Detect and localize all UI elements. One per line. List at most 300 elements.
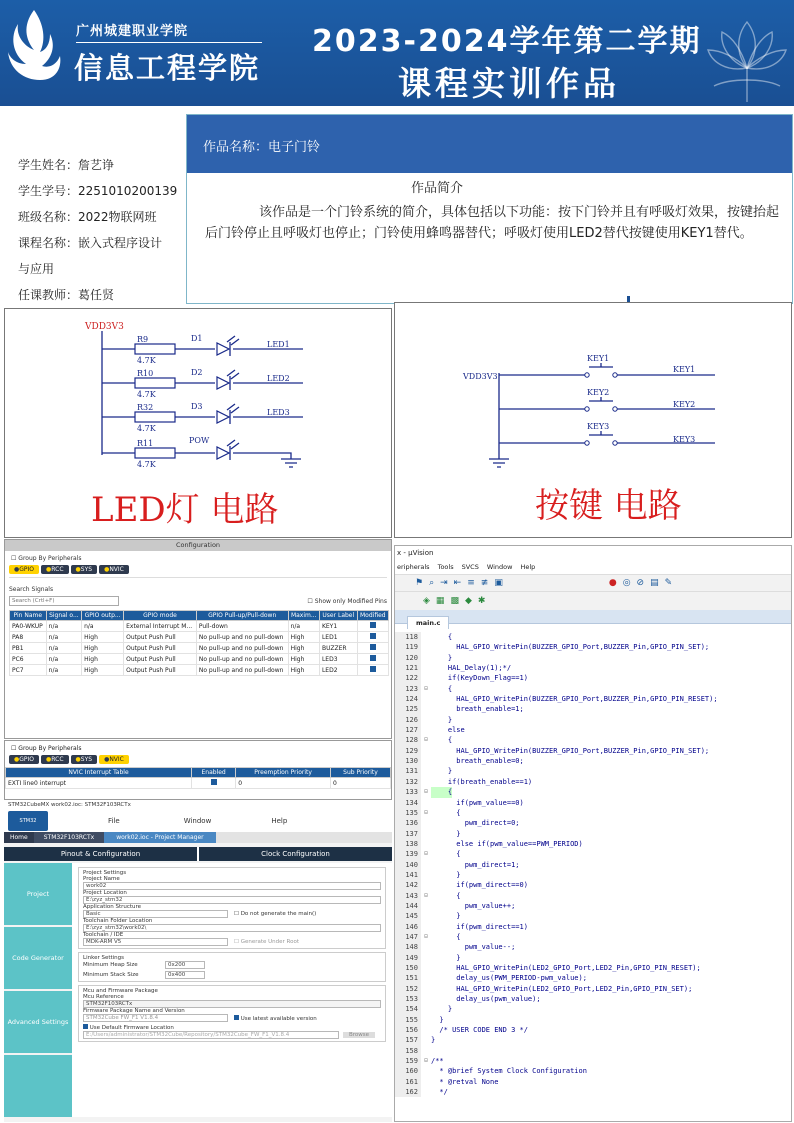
code-line[interactable] [395,818,792,828]
toolbar-2 [395,592,791,610]
code-line[interactable] [395,1087,792,1097]
code-line[interactable] [395,756,792,766]
fold-icon[interactable] [421,973,431,983]
tab-gpio[interactable]: ● GPIO [9,755,39,764]
resistor-value: 4.7K [137,424,156,433]
line-number: 146 [395,922,421,932]
window-icon[interactable]: ▤ [650,578,659,588]
code-line[interactable] [395,787,792,797]
code-text: if(pwm_value==0) [431,798,524,807]
code-line[interactable] [395,1046,792,1056]
menu-svcs[interactable]: SVCS [461,563,479,571]
code-line[interactable] [395,942,792,952]
code-text: pwm_value++; [431,901,516,910]
code-line[interactable] [395,849,792,859]
code-line[interactable] [395,953,792,963]
tab-gpio[interactable]: ● GPIO [9,565,39,574]
code-line[interactable] [395,642,792,652]
fold-icon[interactable] [421,715,431,725]
line-number: 126 [395,715,421,725]
fold-icon[interactable] [421,1015,431,1025]
table-row[interactable] [10,643,389,654]
stack-field[interactable]: 0x400 [165,971,205,979]
code-line[interactable] [395,963,792,973]
fold-icon[interactable]: ⊟ [424,891,428,899]
code-line[interactable] [395,1015,792,1025]
code-text: } [431,1036,436,1045]
col-header[interactable]: Modified [357,611,388,621]
code-line[interactable] [395,901,792,911]
fold-icon[interactable]: ⊟ [424,684,428,692]
fold-icon[interactable] [421,777,431,787]
modified-cell[interactable] [357,643,388,654]
code-text: * @retval None [431,1077,499,1086]
cell: High [288,632,319,643]
cell: n/a [46,621,81,632]
code-line[interactable] [395,973,792,983]
modified-cell[interactable] [357,654,388,665]
modified-cell[interactable] [357,665,388,676]
teacher-name: 任课教师：葛任贤 [18,288,115,302]
line-number: 145 [395,911,421,921]
code-line[interactable] [395,880,792,890]
code-line[interactable] [395,663,792,673]
code-line[interactable] [395,694,792,704]
modified-checkbox[interactable] [370,666,376,672]
key-row [499,354,715,377]
code-text: HAL_GPIO_WritePin(LED2_GPIO_Port,LED2_Pin,GPIO_PIN_RESET); [431,964,701,972]
code-text: { [431,808,461,817]
fw-path-field[interactable]: E:/Users/administrator/STM32Cube/Repository/STM32Cube_FW_F1_V1.8.4 [83,1031,339,1039]
side-blank [4,1055,72,1117]
line-number: 151 [395,973,421,983]
intro-body: 该作品是一个门铃系统的简介，具体包括以下功能：按下门铃并且有呼吸灯效果，按键抬起后门铃停止且呼吸灯也停止；门铃使用蜂鸣器替代；呼吸灯使用LED2替代按键使用KEY1替代。 [205,205,780,241]
table-row[interactable] [10,621,389,632]
search-input[interactable] [9,596,119,606]
line-number: 153 [395,994,421,1004]
fw-select[interactable]: STM32Cube FW_F1 V1.8.4 [83,1014,228,1022]
generate-root-checkbox[interactable]: ☐ Generate Under Root [234,939,299,945]
side-code-generator[interactable]: Code Generator [4,927,72,989]
modified-cell[interactable] [357,621,388,632]
table-row[interactable] [10,654,389,665]
col-header[interactable]: Sub Priority [330,768,390,778]
window-title: Configuration [5,540,391,551]
code-line[interactable] [395,735,792,745]
bookmark-icon[interactable]: ⚑ [415,578,424,588]
tab-rcc[interactable]: ● RCC [41,755,69,764]
net-label: LED2 [267,374,290,383]
code-line[interactable] [395,829,792,839]
kill-icon[interactable]: ⊘ [636,578,645,588]
key-circuit-schematic [395,303,791,537]
cell: PA0-WKUP [10,621,47,632]
code-line[interactable] [395,808,792,818]
cell: No pull-up and no pull-down [196,654,288,665]
led-row [102,436,301,469]
fold-icon[interactable] [421,818,431,828]
use-default-label: Use Default Firmware Location [89,1025,174,1031]
fold-icon[interactable] [421,653,431,663]
top-tabs [4,847,392,861]
toolchain-ide-select[interactable]: MDK-ARM V5 [83,938,228,946]
line-number: 120 [395,653,421,663]
cell: PB1 [10,643,47,654]
resistor-label: R9 [137,335,149,344]
breadcrumb [4,832,392,843]
fold-icon[interactable] [421,663,431,673]
line-number: 124 [395,694,421,704]
fold-icon[interactable] [421,901,431,911]
line-number: 129 [395,746,421,756]
line-number: 159 [395,1056,421,1066]
tab-sys[interactable]: ● SYS [71,565,98,574]
fold-icon[interactable] [421,766,431,776]
fold-icon[interactable] [421,746,431,756]
line-number: 122 [395,673,421,683]
key-row [499,388,715,411]
crumb-mcu[interactable]: STM32F103RCTx [34,832,104,843]
fold-icon[interactable] [421,632,431,642]
line-number: 140 [395,860,421,870]
toolbar-1 [395,574,791,592]
uncomment-icon[interactable]: ≢ [480,578,489,588]
menu-tools[interactable]: Tools [437,563,454,571]
comment-icon[interactable]: ≡ [467,578,475,588]
code-line[interactable] [395,932,792,942]
col-header[interactable]: Preemption Priority [236,768,331,778]
code-line[interactable] [395,1004,792,1014]
side-project[interactable]: Project [4,863,72,925]
fold-icon[interactable] [421,1004,431,1014]
fold-icon[interactable] [421,1035,431,1045]
code-text: if(pwm_direct==0) [431,881,528,890]
fold-icon[interactable] [421,1066,431,1076]
col-header[interactable]: Signal o... [46,611,81,621]
code-text: HAL_GPIO_WritePin(BUZZER_GPIO_Port,BUZZER_Pin,GPIO_PIN_RESET); [431,695,718,704]
fold-icon[interactable] [421,911,431,921]
code-line[interactable] [395,746,792,756]
col-header[interactable]: GPIO mode [124,611,197,621]
line-number: 123 [395,684,421,694]
class-name: 班级名称：2022物联网班 [18,210,157,224]
code-text: } [431,767,453,776]
debug-icon[interactable]: ◎ [622,578,631,588]
code-text: breath_enable=1; [431,705,524,714]
key-net: KEY2 [673,400,696,409]
cell: No pull-up and no pull-down [196,643,288,654]
code-line[interactable] [395,860,792,870]
code-line[interactable] [395,994,792,1004]
line-number: 127 [395,725,421,735]
code-line[interactable] [395,984,792,994]
enabled-cell[interactable] [192,778,236,789]
fold-icon[interactable] [421,953,431,963]
code-line[interactable] [395,891,792,901]
crumb-project[interactable]: work02.ioc - Project Manager [104,832,215,843]
code-text: if(KeyDown_Flag==1) [431,674,528,683]
code-line[interactable] [395,684,792,694]
fold-icon[interactable] [421,642,431,652]
group-by-peripherals[interactable]: ☐ Group By Peripherals [11,745,82,752]
fold-icon[interactable] [421,673,431,683]
translate-icon[interactable]: ◈ [423,596,430,606]
fold-icon[interactable] [421,984,431,994]
line-number: 157 [395,1035,421,1045]
enabled-checkbox[interactable] [211,779,217,785]
fold-icon[interactable] [421,1087,431,1097]
department-name: 信息工程学院 [74,51,261,85]
fold-icon[interactable] [421,963,431,973]
work-title: 作品名称：电子门铃 [187,115,792,173]
code-line[interactable] [395,704,792,714]
led-circuit-caption: LED灯 电路 [91,490,279,530]
code-text: { [431,684,453,693]
key-label: KEY1 [587,354,610,363]
toolchain-folder-label: Toolchain Folder Location [83,918,153,924]
keil-uvision-window [394,545,792,1122]
tab-rcc[interactable]: ● RCC [41,565,69,574]
outdent-icon[interactable]: ⇤ [453,578,462,588]
code-line[interactable] [395,725,792,735]
code-text: } [431,1015,444,1024]
menu-window[interactable]: Window [486,563,513,571]
code-text: HAL_Delay(1);*/ [431,664,512,673]
cell: LED3 [319,654,357,665]
fold-icon[interactable]: ⊟ [424,932,428,940]
col-header[interactable]: User Label [319,611,357,621]
resistor-label: R10 [137,369,154,378]
group-by-peripherals[interactable]: ☐ Group By Peripherals [11,555,82,562]
line-number: 162 [395,1087,421,1097]
table-header [6,768,391,778]
key-net: KEY3 [673,435,696,444]
tab-nvic[interactable]: ● NVIC [99,755,129,764]
code-line[interactable] [395,777,792,787]
use-latest-label: Use latest available version [240,1015,317,1022]
menu-peripherals[interactable]: eripherals [397,563,430,571]
key-label: KEY3 [587,422,610,431]
led-row [102,402,303,433]
table-row[interactable] [10,665,389,676]
code-line[interactable] [395,839,792,849]
fold-icon[interactable] [421,829,431,839]
table-row[interactable] [10,632,389,643]
code-line[interactable] [395,1035,792,1045]
col-header[interactable]: GPIO outp... [82,611,124,621]
led-row [102,334,303,365]
fold-icon[interactable] [421,798,431,808]
download-icon[interactable]: ◆ [464,596,472,606]
led-label: D3 [191,402,203,411]
code-line[interactable] [395,715,792,725]
project-name-field[interactable]: work02 [83,882,381,890]
stack-label: Minimum Stack Size [83,972,139,978]
fold-icon[interactable] [421,839,431,849]
build-icon[interactable]: ▦ [435,596,445,606]
code-line[interactable] [395,798,792,808]
heap-field[interactable]: 0x200 [165,961,205,969]
line-number: 132 [395,777,421,787]
cell: Output Push Pull [124,643,197,654]
school-logo-icon [6,6,64,86]
browse-button[interactable]: Browse [343,1032,375,1038]
tab-pinout[interactable]: Pinout & Configuration [4,847,197,861]
app-structure-label: Application Structure [83,904,142,910]
use-latest-checkbox[interactable] [234,1015,317,1022]
fold-icon[interactable] [421,922,431,932]
cell: PC6 [10,654,47,665]
fold-icon[interactable] [421,756,431,766]
cell: EXTI line0 interrupt [6,778,192,789]
cell: KEY1 [319,621,357,632]
cell: n/a [46,643,81,654]
nvic-table [5,767,391,789]
peripheral-tabs [5,562,391,577]
tab-nvic[interactable]: ● NVIC [99,565,129,574]
fold-icon[interactable] [421,725,431,735]
code-line[interactable] [395,922,792,932]
line-number: 131 [395,766,421,776]
fold-icon[interactable] [421,994,431,1004]
code-line[interactable] [395,673,792,683]
fold-icon[interactable] [421,860,431,870]
menu-window[interactable]: Window [183,817,212,825]
code-text: } [431,870,461,879]
cell: High [288,643,319,654]
line-number: 152 [395,984,421,994]
code-text: if(pwm_direct==1) [431,922,528,931]
config-icon[interactable]: ▣ [494,578,503,588]
modified-checkbox[interactable] [370,622,376,628]
indent-icon[interactable]: ⇥ [440,578,448,588]
code-text: pwm_direct=0; [431,819,520,828]
tab-clock[interactable]: Clock Configuration [197,847,392,861]
fold-icon[interactable] [421,942,431,952]
fold-icon[interactable]: ⊟ [424,736,428,744]
fold-icon[interactable] [421,694,431,704]
side-advanced[interactable]: Advanced Settings [4,991,72,1053]
resistor-value: 4.7K [137,460,156,469]
modified-checkbox[interactable] [370,644,376,650]
fold-icon[interactable]: ⊟ [424,788,428,796]
window-title: STM32CubeMX work02.ioc: STM32F103RCTx [4,800,392,810]
fold-icon[interactable] [421,1077,431,1087]
table-row[interactable] [6,778,391,789]
mcu-ref-label: Mcu Reference [83,994,124,1000]
fold-icon[interactable]: ⊟ [424,808,428,816]
fold-icon[interactable] [421,870,431,880]
menu-help[interactable]: Help [271,817,288,825]
options-icon[interactable]: ✱ [477,596,486,606]
cell: Output Push Pull [124,654,197,665]
code-line[interactable] [395,911,792,921]
col-header[interactable]: Enabled [192,768,236,778]
line-number: 148 [395,942,421,952]
menu-file[interactable]: File [108,817,120,825]
key-label: KEY2 [587,388,610,397]
fold-icon[interactable] [421,1025,431,1035]
cell: PA8 [10,632,47,643]
group-label: Group By Peripherals [18,745,82,752]
wrench-icon[interactable]: ✎ [664,578,673,588]
fold-icon[interactable] [421,1046,431,1056]
show-modified-checkbox[interactable]: ☐ Show only Modified Pins [307,597,387,605]
code-text: * @brief System Clock Configuration [431,1067,587,1076]
line-number: 135 [395,808,421,818]
generate-root-label: Generate Under Root [240,939,299,945]
linker-heading: Linker Settings [83,955,125,961]
code-line[interactable] [395,1077,792,1087]
code-text: HAL_GPIO_WritePin(BUZZER_GPIO_Port,BUZZER_Pin,GPIO_PIN_SET); [431,643,710,652]
led-circuit-panel [4,308,392,538]
menu-help[interactable]: Help [520,563,536,571]
fold-icon[interactable] [421,880,431,890]
gpio-table [9,610,389,676]
app-structure-select[interactable]: Basic [83,910,228,918]
code-line[interactable] [395,1056,792,1066]
use-default-checkbox[interactable] [83,1024,381,1031]
search-signals-label: Search Signals [9,577,387,593]
modified-cell[interactable] [357,632,388,643]
crumb-home[interactable]: Home [4,832,34,843]
cell: PC7 [10,665,47,676]
modified-checkbox[interactable] [370,633,376,639]
cell: High [82,665,124,676]
code-line[interactable] [395,653,792,663]
code-text: { [431,932,461,941]
col-header[interactable]: Maxim... [288,611,319,621]
code-line[interactable] [395,870,792,880]
cell: External Interrupt M... [124,621,197,632]
page-title: 课程实训作品 [398,64,620,103]
fold-icon[interactable]: ⊟ [424,1057,428,1065]
project-location-field[interactable]: E:\zyz_stm32 [83,896,381,904]
code-line[interactable] [395,1066,792,1076]
fold-icon[interactable] [421,704,431,714]
window-title: x - µVision [397,549,434,557]
rebuild-icon[interactable]: ▩ [450,596,459,606]
line-number: 128 [395,735,421,745]
code-line[interactable] [395,766,792,776]
breakpoint-icon[interactable]: ● [608,578,617,588]
line-number: 125 [395,704,421,714]
code-editor[interactable] [395,632,792,1097]
modified-checkbox[interactable] [370,655,376,661]
code-text: } [431,829,461,838]
find-icon[interactable]: ⌕ [429,578,435,588]
cell: Output Push Pull [124,632,197,643]
tab-sys[interactable]: ● SYS [71,755,98,764]
semester-title: 2023-2024学年第二学期 [312,24,702,59]
code-line[interactable] [395,1025,792,1035]
mcu-ref-field: STM32F103RCTx [83,1000,381,1008]
code-line[interactable] [395,632,792,642]
lotus-decoration-icon [700,2,794,106]
do-not-generate-checkbox[interactable]: ☐ Do not generate the main() [234,911,317,917]
tab-main-c[interactable]: main.c [407,616,449,629]
line-number: 150 [395,963,421,973]
line-number: 138 [395,839,421,849]
fold-icon[interactable]: ⊟ [424,850,428,858]
cell: High [82,654,124,665]
code-text: } [431,1005,453,1014]
toolchain-folder-field[interactable]: E:\zyz_stm32\work02\ [83,924,381,932]
code-text: } [431,912,461,921]
col-header[interactable]: NVIC Interrupt Table [6,768,192,778]
col-header[interactable]: GPIO Pull-up/Pull-down [196,611,288,621]
col-header[interactable]: Pin Name [10,611,47,621]
